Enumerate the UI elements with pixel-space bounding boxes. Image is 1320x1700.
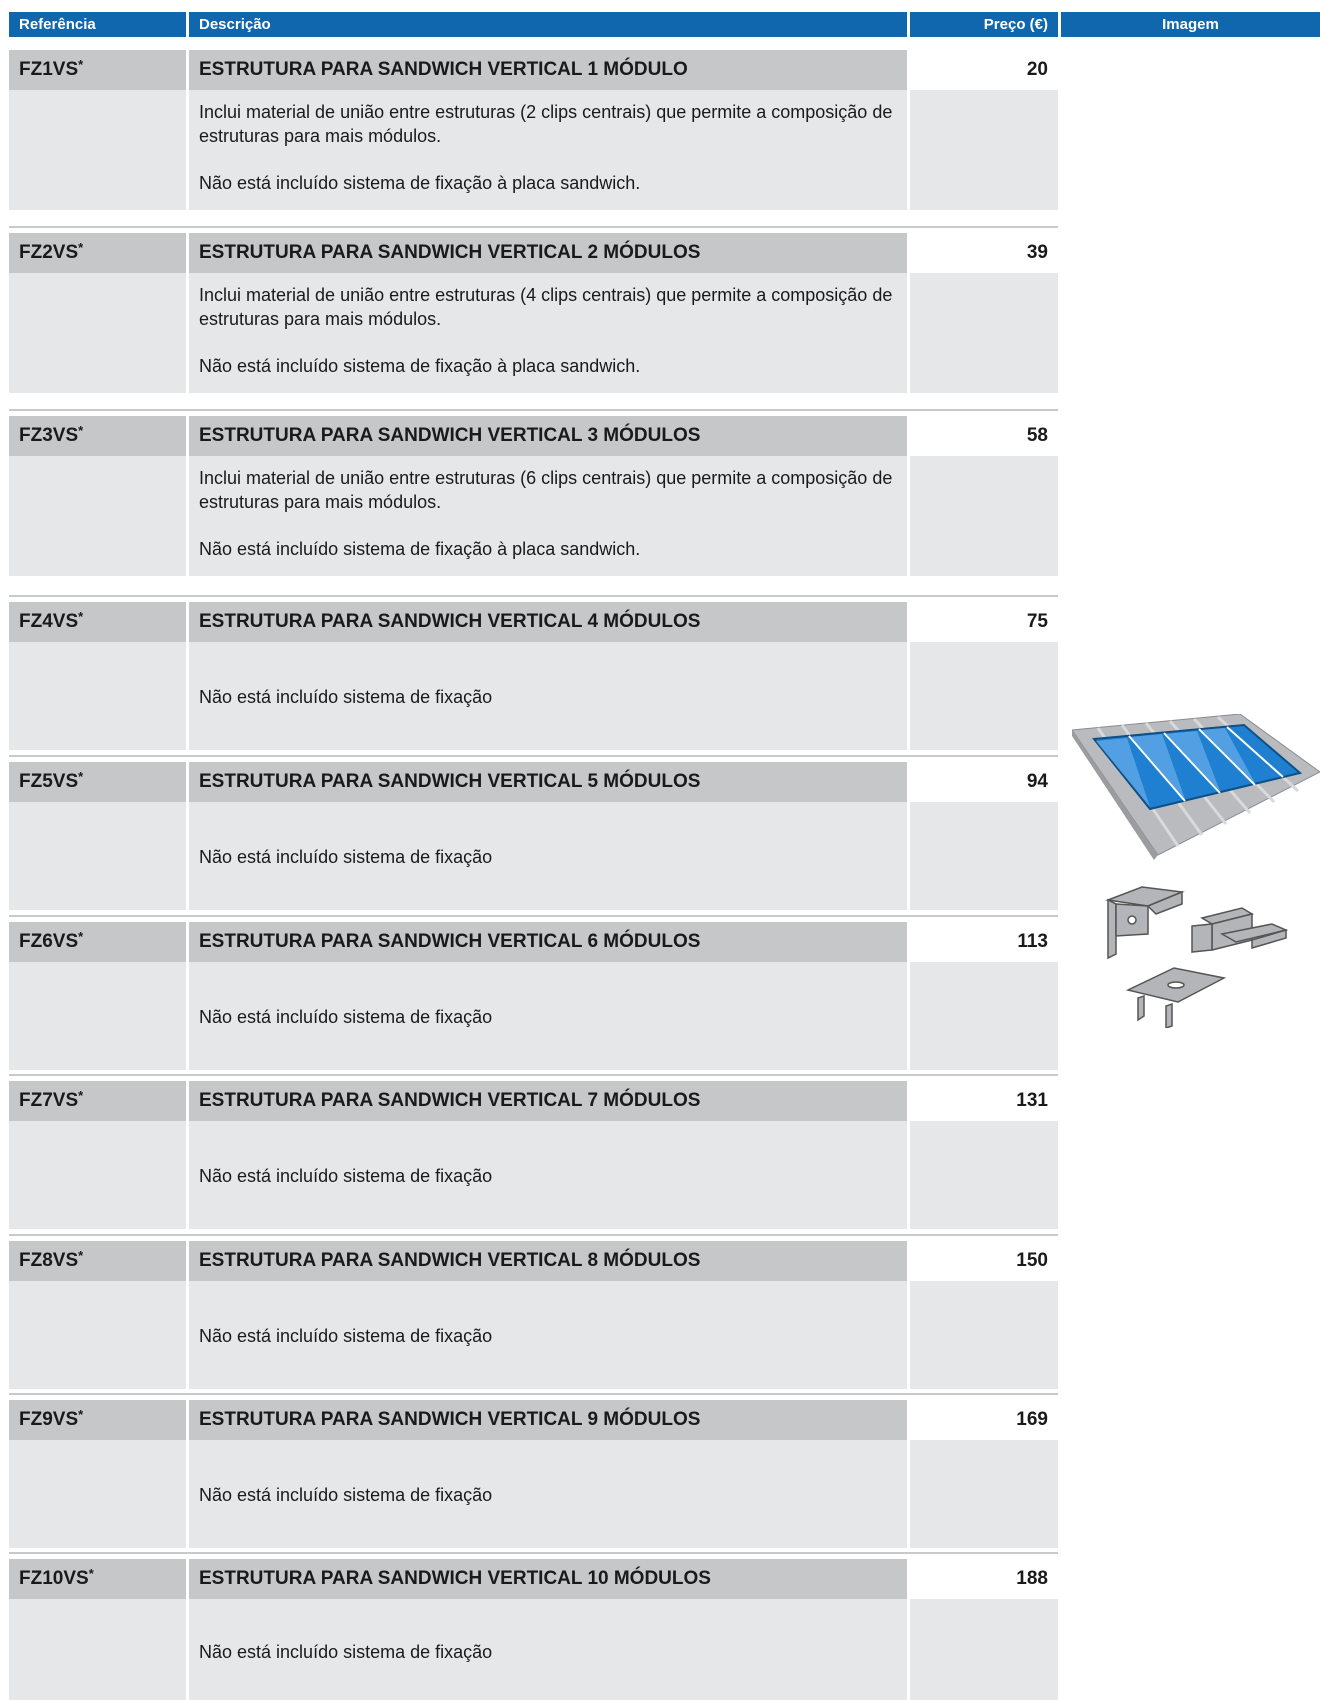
footnote-mark: *: [78, 1407, 84, 1422]
row-title: ESTRUTURA PARA SANDWICH VERTICAL 3 MÓDULOS: [189, 416, 907, 456]
row-description: [189, 273, 907, 393]
row-title: ESTRUTURA PARA SANDWICH VERTICAL 5 MÓDULOS: [189, 762, 907, 802]
row-description: [189, 642, 907, 750]
reference-code: FZ10VS: [19, 1568, 89, 1589]
row-divider: [9, 1552, 1058, 1554]
row-price: 75: [910, 602, 1058, 642]
row-reference: [9, 50, 186, 90]
row-divider: [9, 1074, 1058, 1076]
row-divider: [9, 1393, 1058, 1395]
table-header: [0, 12, 1320, 37]
row-reference: [9, 1241, 186, 1281]
reference-code: FZ7VS: [19, 1090, 79, 1111]
description-note: Não está incluído sistema de fixação: [199, 1642, 493, 1662]
row-title: ESTRUTURA PARA SANDWICH VERTICAL 1 MÓDULO: [189, 50, 907, 90]
row-divider: [9, 595, 1058, 597]
row-description: [189, 1281, 907, 1389]
row-description: [189, 1599, 907, 1700]
description-text: Inclui material de união entre estruturas (2 clips centrais) que permite a composição de estruturas para mais módulos.: [199, 102, 893, 146]
row-divider: [9, 1234, 1058, 1236]
reference-code: FZ4VS: [19, 611, 79, 632]
sandwich-panel-structure-illustration: [1072, 714, 1320, 1028]
footnote-mark: *: [78, 929, 84, 944]
row-price: 58: [910, 416, 1058, 456]
row-reference: [9, 922, 186, 962]
row-description: [189, 962, 907, 1070]
description-note: Não está incluído sistema de fixação: [199, 1166, 493, 1186]
header-price: Preço (€): [910, 12, 1058, 37]
row-reference: [9, 1081, 186, 1121]
row-description: [189, 802, 907, 910]
row-price: 39: [910, 233, 1058, 273]
row-description: [189, 1121, 907, 1229]
product-image: [1072, 714, 1320, 1028]
reference-code: FZ8VS: [19, 1250, 79, 1271]
header-description: Descrição: [189, 12, 907, 37]
row-title: ESTRUTURA PARA SANDWICH VERTICAL 7 MÓDULOS: [189, 1081, 907, 1121]
reference-code: FZ1VS: [19, 59, 79, 80]
reference-code: FZ5VS: [19, 771, 79, 792]
footnote-mark: *: [78, 240, 84, 255]
description-note: Não está incluído sistema de fixação: [199, 847, 493, 867]
description-note: Não está incluído sistema de fixação: [199, 1485, 493, 1505]
footnote-mark: *: [78, 1088, 84, 1103]
row-reference: [9, 233, 186, 273]
row-divider: [9, 755, 1058, 757]
row-title: ESTRUTURA PARA SANDWICH VERTICAL 6 MÓDULOS: [189, 922, 907, 962]
description-note: Não está incluído sistema de fixação à placa sandwich.: [199, 356, 641, 376]
row-reference: [9, 762, 186, 802]
footnote-mark: *: [78, 1248, 84, 1263]
row-price: 131: [910, 1081, 1058, 1121]
footnote-mark: *: [78, 57, 84, 72]
row-title: ESTRUTURA PARA SANDWICH VERTICAL 10 MÓDULOS: [189, 1559, 907, 1599]
row-price: 20: [910, 50, 1058, 90]
row-reference: [9, 602, 186, 642]
footnote-mark: *: [78, 769, 84, 784]
row-divider: [9, 226, 1058, 228]
description-note: Não está incluído sistema de fixação: [199, 687, 493, 707]
reference-code: FZ2VS: [19, 242, 79, 263]
row-description: [189, 90, 907, 210]
description-note: Não está incluído sistema de fixação à placa sandwich.: [199, 173, 641, 193]
description-text: Inclui material de união entre estruturas (4 clips centrais) que permite a composição de estruturas para mais módulos.: [199, 285, 893, 329]
footnote-mark: *: [78, 423, 84, 438]
reference-code: FZ6VS: [19, 931, 79, 952]
row-title: ESTRUTURA PARA SANDWICH VERTICAL 2 MÓDULOS: [189, 233, 907, 273]
row-divider: [9, 409, 1058, 411]
row-price: 188: [910, 1559, 1058, 1599]
row-reference: [9, 416, 186, 456]
description-note: Não está incluído sistema de fixação à placa sandwich.: [199, 539, 641, 559]
row-price: 94: [910, 762, 1058, 802]
reference-code: FZ3VS: [19, 425, 79, 446]
reference-code: FZ9VS: [19, 1409, 79, 1430]
row-title: ESTRUTURA PARA SANDWICH VERTICAL 8 MÓDULOS: [189, 1241, 907, 1281]
row-reference: [9, 1559, 186, 1599]
description-note: Não está incluído sistema de fixação: [199, 1007, 493, 1027]
footnote-mark: *: [78, 609, 84, 624]
row-price: 113: [910, 922, 1058, 962]
row-description: [189, 456, 907, 576]
description-text: Inclui material de união entre estruturas (6 clips centrais) que permite a composição de estruturas para mais módulos.: [199, 468, 893, 512]
row-price: 150: [910, 1241, 1058, 1281]
header-image: Imagem: [1061, 12, 1320, 37]
row-divider: [9, 915, 1058, 917]
footnote-mark: *: [88, 1566, 94, 1581]
row-title: ESTRUTURA PARA SANDWICH VERTICAL 9 MÓDULOS: [189, 1400, 907, 1440]
row-reference: [9, 1400, 186, 1440]
header-reference: Referência: [9, 12, 186, 37]
row-title: ESTRUTURA PARA SANDWICH VERTICAL 4 MÓDULOS: [189, 602, 907, 642]
row-price: 169: [910, 1400, 1058, 1440]
description-note: Não está incluído sistema de fixação: [199, 1326, 493, 1346]
row-description: [189, 1440, 907, 1548]
